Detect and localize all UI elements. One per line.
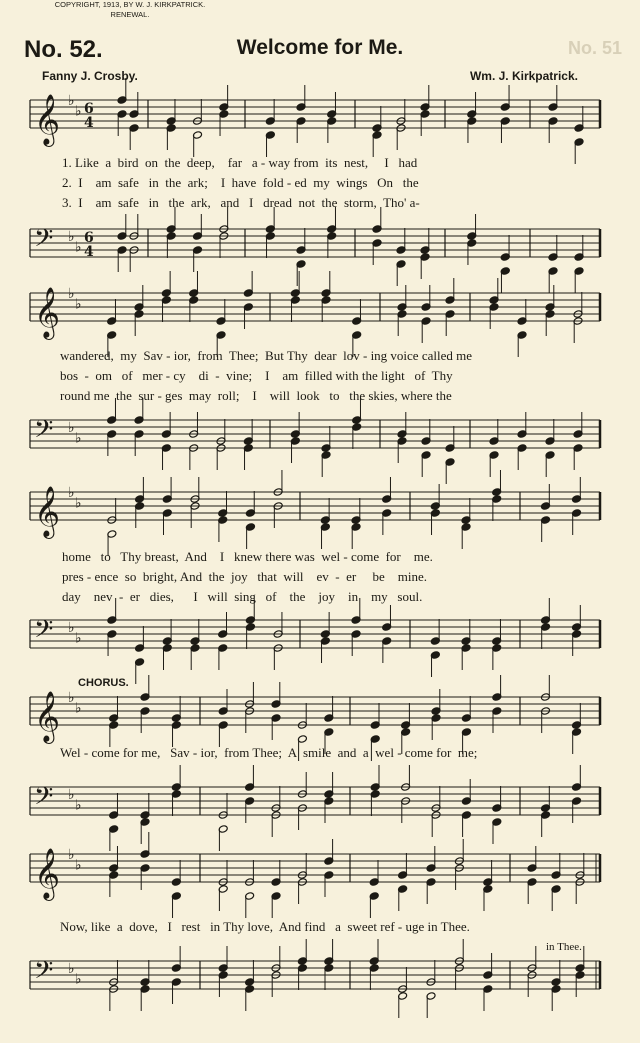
lyric-line: wandered, my Sav - ior, from Thee; But Thy dear lov - ing voice called me xyxy=(60,348,472,363)
copyright-renewal: RENEWAL. xyxy=(110,10,150,19)
time-sig-denominator: 4 xyxy=(84,244,94,260)
flat-sign: ♭ xyxy=(75,103,82,120)
flat-sign: ♭ xyxy=(75,296,82,313)
flat-sign: ♭ xyxy=(75,700,82,717)
flat-sign: ♭ xyxy=(68,787,75,803)
lyricist-credit: Fanny J. Crosby. xyxy=(42,69,138,83)
lyric-line: round me the sur - ges may roll; I will look to the skies, where the xyxy=(60,388,452,403)
flat-sign: ♭ xyxy=(68,847,75,863)
bass-clef: 𝄢 xyxy=(34,782,54,817)
flat-sign: ♭ xyxy=(75,239,82,256)
lyric-line: bos - om of mer - cy di - vine; I am filled with the light of Thy xyxy=(60,368,453,383)
flat-sign: ♭ xyxy=(75,857,82,874)
treble-clef: 𝄞 xyxy=(34,486,61,537)
flat-sign: ♭ xyxy=(68,961,75,977)
time-sig-numerator: 6 xyxy=(84,101,94,117)
flat-sign: ♭ xyxy=(68,485,75,501)
hymn-title: Welcome for Me. xyxy=(236,36,404,59)
hymn-number: No. 52. xyxy=(24,36,103,63)
treble-clef: 𝄞 xyxy=(34,691,61,742)
flat-sign: ♭ xyxy=(68,93,75,109)
flat-sign: ♭ xyxy=(68,286,75,302)
bass-clef: 𝄢 xyxy=(34,415,54,450)
copyright-line: COPYRIGHT, 1913, BY W. J. KIRKPATRICK. xyxy=(54,0,206,9)
flat-sign: ♭ xyxy=(68,620,75,636)
flat-sign: ♭ xyxy=(75,495,82,512)
lyric-line: pres - ence so bright, And the joy that will ev - er be mine. xyxy=(62,569,428,584)
flat-sign: ♭ xyxy=(75,430,82,447)
treble-clef: 𝄞 xyxy=(34,287,61,338)
flat-sign: ♭ xyxy=(75,797,82,814)
chorus-label: CHORUS. xyxy=(78,677,129,689)
bass-clef: 𝄢 xyxy=(34,615,54,650)
flat-sign: ♭ xyxy=(75,630,82,647)
flat-sign: ♭ xyxy=(75,971,82,988)
alt-ending-lyric: in Thee. xyxy=(546,941,582,953)
treble-clef: 𝄞 xyxy=(34,848,61,899)
bass-clef: 𝄢 xyxy=(34,224,54,259)
lyric-line: 2. I am safe in the ark; I have fold - ed my wings On the xyxy=(62,175,419,190)
lyric-line: home to Thy breast, And I knew there was wel - come for me. xyxy=(62,549,433,564)
time-sig-numerator: 6 xyxy=(84,230,94,246)
flat-sign: ♭ xyxy=(68,420,75,436)
lyric-line: Now, like a dove, I rest in Thy love, And find a sweet ref - uge in Thee. xyxy=(60,919,470,934)
lyric-line: Wel - come for me, Sav - ior, from Thee; A smile and a wel - come for me; xyxy=(60,745,478,760)
treble-clef: 𝄞 xyxy=(34,94,61,145)
flat-sign: ♭ xyxy=(68,229,75,245)
lyric-line: day nev - er dies, I will sing of the joy in my soul. xyxy=(62,589,423,604)
lyric-line: 3. I am safe in the ark, and I dread not the storm, Tho' a- xyxy=(62,195,420,210)
time-sig-denominator: 4 xyxy=(84,115,94,131)
composer-credit: Wm. J. Kirkpatrick. xyxy=(469,69,578,83)
bleed-through-mark: No. 51 xyxy=(567,38,622,58)
lyric-line: 1. Like a bird on the deep, far a - way from its nest, I had xyxy=(62,155,418,170)
bass-clef: 𝄢 xyxy=(34,956,54,991)
flat-sign: ♭ xyxy=(68,690,75,706)
